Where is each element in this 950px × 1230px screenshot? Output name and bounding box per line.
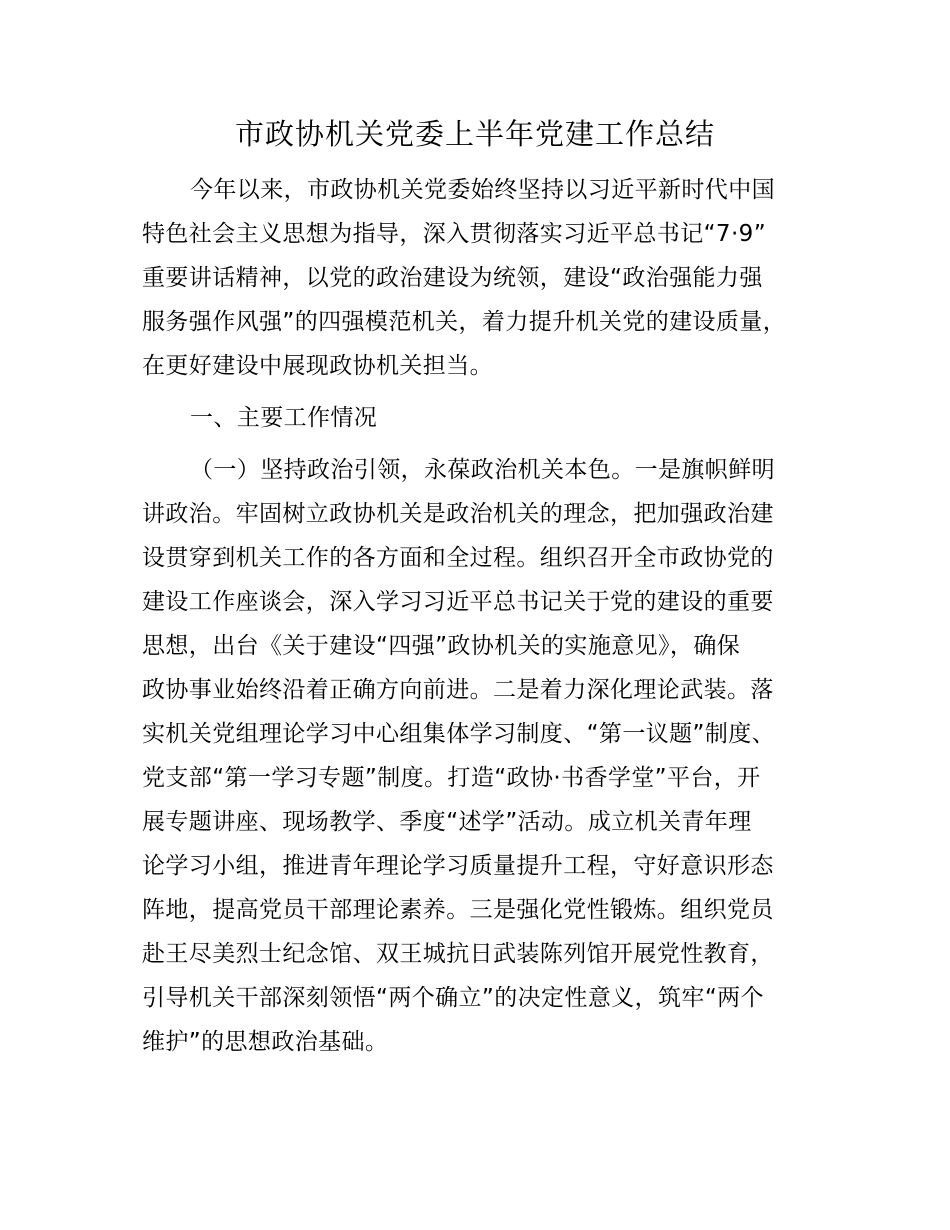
paragraph-line: 维护”的思想政治基础。: [142, 1029, 389, 1055]
paragraph-line: （一）坚持政治引领，永葆政治机关本色。一是旗帜鲜明: [190, 457, 775, 483]
paragraph-line: 设贯穿到机关工作的各方面和全过程。组织召开全市政协党的: [142, 545, 774, 571]
paragraph-line: 在更好建设中展现政协机关担当。: [142, 353, 493, 379]
paragraph-line: 政协事业始终沿着正确方向前进。二是着力深化理论武装。落: [142, 677, 774, 703]
paragraph-line: 党支部“第一学习专题”制度。打造“政协·书香学堂”平台，开: [142, 765, 761, 791]
paragraph-line: 建设工作座谈会，深入学习习近平总书记关于党的建设的重要: [142, 589, 774, 615]
paragraph-line: 阵地，提高党员干部理论素养。三是强化党性锻炼。组织党员: [142, 897, 774, 923]
paragraph-line: 引导机关干部深刻领悟“两个确立”的决定性意义，筑牢“两个: [142, 985, 764, 1011]
paragraph-line: 重要讲话精神，以党的政治建设为统领，建设“政治强能力强: [142, 265, 763, 291]
paragraph-line: 今年以来，市政协机关党委始终坚持以习近平新时代中国: [190, 177, 775, 203]
section-heading: 一、主要工作情况: [190, 405, 378, 431]
paragraph-line: 特色社会主义思想为指导，深入贯彻落实习近平总书记“7·9”: [142, 221, 767, 247]
paragraph-line: 实机关党组理论学习中心组集体学习制度、“第一议题”制度、: [142, 721, 776, 747]
document-title: 市政协机关党委上半年党建工作总结: [234, 117, 715, 151]
paragraph-line: 思想，出台《关于建设“四强”政协机关的实施意见》，确保: [142, 633, 741, 659]
paragraph-line: 服务强作风强”的四强模范机关，着力提升机关党的建设质量，: [142, 309, 787, 335]
paragraph-line: 论学习小组，推进青年理论学习质量提升工程，守好意识形态: [142, 853, 774, 879]
paragraph-line: 展专题讲座、现场教学、季度“述学”活动。成立机关青年理: [142, 809, 752, 835]
paragraph-line: 讲政治。牢固树立政协机关是政治机关的理念，把加强政治建: [142, 501, 774, 527]
paragraph-line: 赴王尽美烈士纪念馆、双王城抗日武装陈列馆开展党性教育，: [142, 941, 774, 967]
